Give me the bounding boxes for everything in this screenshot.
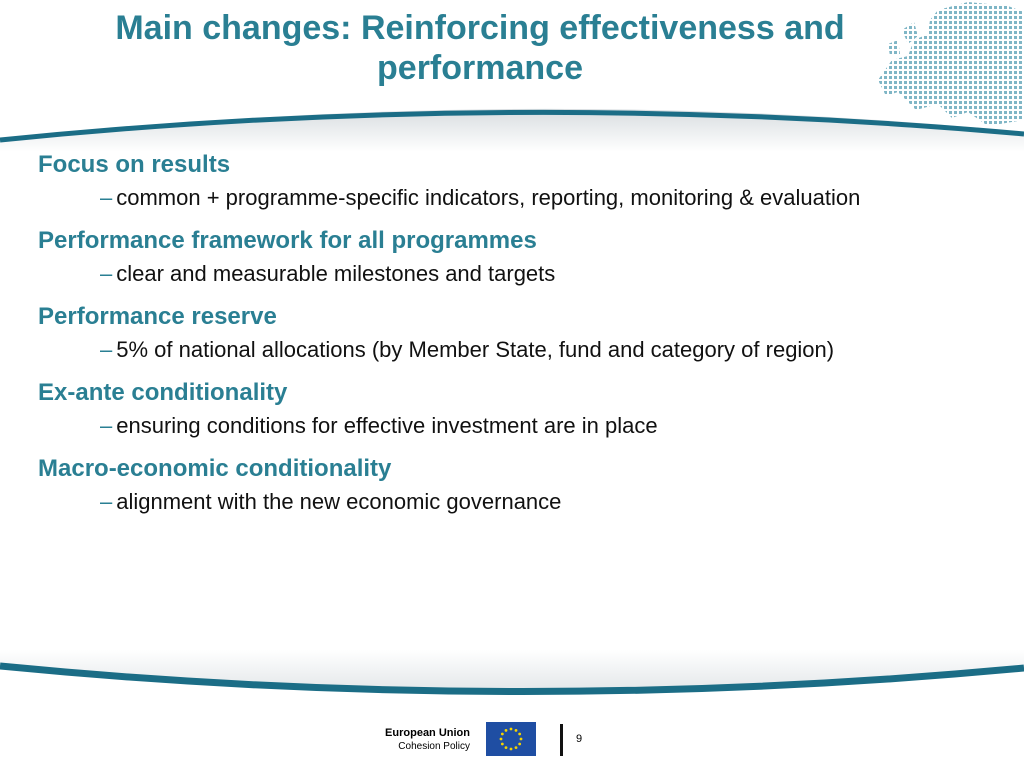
flag-star <box>500 738 503 741</box>
header-swoosh <box>0 92 1024 152</box>
flag-star <box>505 746 508 749</box>
item-detail-row <box>100 184 1008 212</box>
footer-divider <box>560 724 563 756</box>
flag-star <box>518 733 521 736</box>
flag-star <box>501 743 504 746</box>
flag-star <box>510 728 513 731</box>
flag-star <box>505 729 508 732</box>
footer-eu-label <box>370 726 470 754</box>
item-detail: alignment with the new economic governance <box>116 489 562 514</box>
content-list <box>38 150 1008 530</box>
slide-title: Main changes: Reinforcing effectiveness and performance <box>115 9 845 87</box>
item-heading: Ex-ante conditionality <box>38 379 288 406</box>
item-heading: Performance framework for all programmes <box>38 227 537 254</box>
dash-marker: – <box>100 413 113 438</box>
item-heading: Performance reserve <box>38 303 277 330</box>
item-heading: Macro-economic conditionality <box>38 455 392 482</box>
flag-star <box>515 729 518 732</box>
flag-star <box>501 733 504 736</box>
item-detail: ensuring conditions for effective investment are in place <box>116 413 658 438</box>
list-item <box>38 302 1008 364</box>
list-item <box>38 454 1008 516</box>
dash-marker: – <box>100 337 113 362</box>
item-detail-row <box>100 488 1008 516</box>
flag-star <box>515 746 518 749</box>
page-number: 9 <box>576 733 583 745</box>
flag-star <box>520 738 523 741</box>
eu-flag-icon <box>486 722 536 756</box>
item-detail: clear and measurable milestones and targets <box>116 261 556 286</box>
dash-marker: – <box>100 185 113 210</box>
flag-star <box>510 748 513 751</box>
org-name: European Union <box>385 727 470 739</box>
policy-name: Cohesion Policy <box>398 741 470 752</box>
list-item <box>38 150 1008 212</box>
flag-star <box>518 743 521 746</box>
list-item <box>38 378 1008 440</box>
footer-swoosh <box>0 650 1024 710</box>
item-detail-row <box>100 412 1008 440</box>
item-detail-row <box>100 336 1008 364</box>
item-detail: common + programme-specific indicators, reporting, monitoring & evaluation <box>116 185 861 210</box>
list-item <box>38 226 1008 288</box>
dash-marker: – <box>100 261 113 286</box>
item-detail: 5% of national allocations (by Member State, fund and category of region) <box>116 337 835 362</box>
item-heading: Focus on results <box>38 151 231 178</box>
item-detail-row <box>100 260 1008 288</box>
dash-marker: – <box>100 489 113 514</box>
